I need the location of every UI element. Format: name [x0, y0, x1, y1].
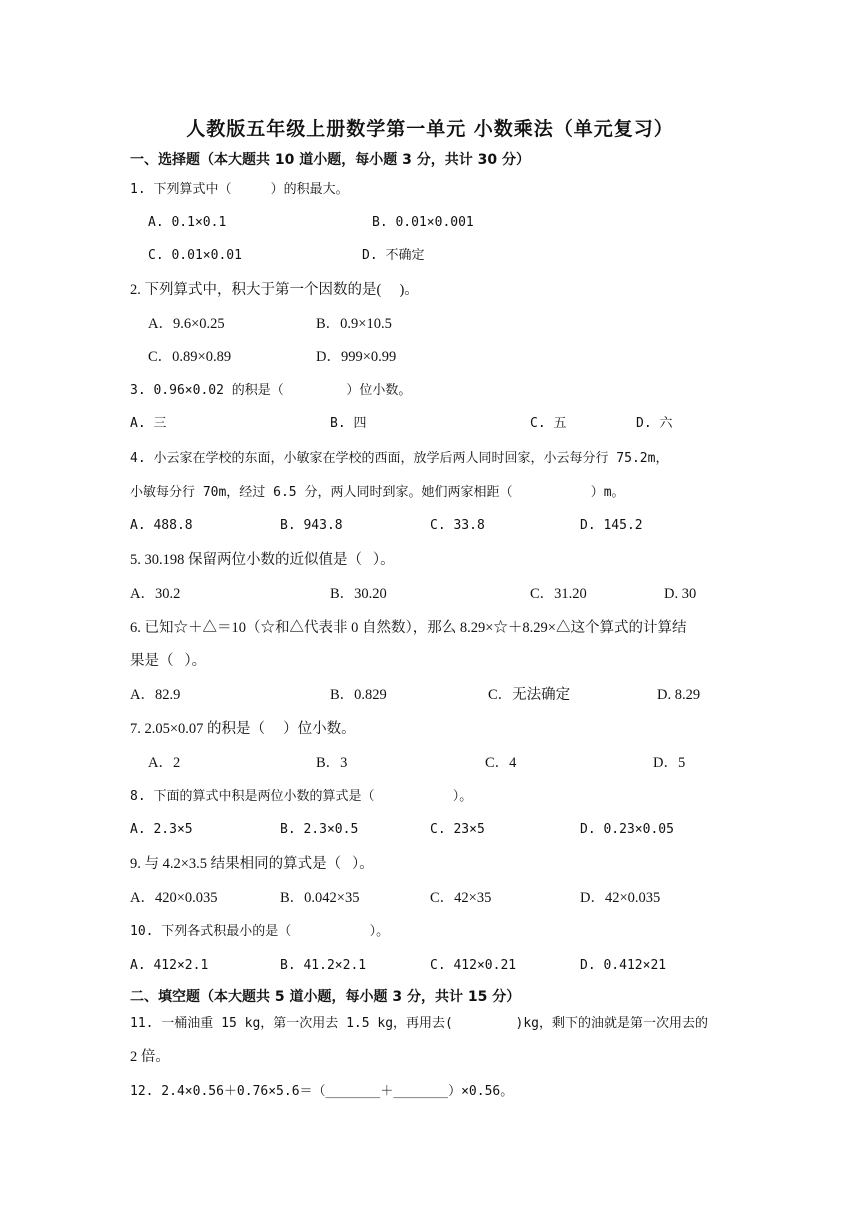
- question-4-stem-line2: 小敏每分行 70m，经过 6.5 分，两人同时到家。她们两家相距（ ）m。: [130, 485, 625, 500]
- question-11-stem-line2: 2 倍。: [130, 1049, 170, 1065]
- question-10-option-b: B. 41.2×2.1: [280, 958, 367, 973]
- question-9-stem: 9. 与 4.2×3.5 结果相同的算式是（ ）。: [130, 856, 374, 872]
- question-10-stem: 10. 下列各式积最小的是（ ）。: [130, 924, 390, 939]
- question-6-options: [0, 685, 860, 705]
- question-2-option-d: D．999×0.99: [316, 349, 397, 365]
- question-6-option-c: C．无法确定: [488, 687, 571, 703]
- question-12-stem: 12. 2.4×0.56＋0.76×5.6＝（_______＋_______）×0.56。: [130, 1084, 514, 1099]
- question-1-stem: 1. 下列算式中（ ）的积最大。: [130, 182, 349, 197]
- question-9-option-d: D．42×0.035: [580, 890, 661, 906]
- question-7-options: [0, 753, 860, 773]
- question-6-stem-line2: 果是（ ）。: [130, 653, 207, 669]
- question-7-stem: 7. 2.05×0.07 的积是（ ）位小数。: [130, 721, 356, 737]
- question-10-option-c: C. 412×0.21: [430, 958, 517, 973]
- question-5-option-b: B．30.20: [330, 586, 387, 602]
- question-4-options: [0, 516, 860, 536]
- question-10-option-a: A. 412×2.1: [130, 958, 209, 973]
- question-9-option-a: A．420×0.035: [130, 890, 218, 906]
- question-6-option-b: B．0.829: [330, 687, 387, 703]
- question-5-option-a: A．30.2: [130, 586, 181, 602]
- question-7-option-c: C．4: [485, 755, 517, 771]
- question-6-stem-line1: 6. 已知☆＋△＝10（☆和△代表非 0 自然数），那么 8.29×☆＋8.29×△这个算式的计算结: [130, 620, 687, 636]
- question-4-option-d: D. 145.2: [580, 518, 643, 533]
- question-10-options: [0, 956, 860, 976]
- question-8-option-d: D. 0.23×0.05: [580, 822, 674, 837]
- question-5-option-d: D. 30: [664, 586, 697, 602]
- question-1-options-row2: [0, 246, 860, 266]
- question-6-option-a: A．82.9: [130, 687, 181, 703]
- question-4-option-b: B. 943.8: [280, 518, 343, 533]
- question-3-options: [0, 414, 860, 434]
- question-1-option-d: D. 不确定: [362, 248, 425, 263]
- question-7-option-d: D．5: [653, 755, 686, 771]
- question-4-option-a: A. 488.8: [130, 518, 193, 533]
- question-1-option-b: B. 0.01×0.001: [372, 215, 474, 230]
- question-2-options-row2: [0, 347, 860, 367]
- question-4-stem-line1: 4. 小云家在学校的东面，小敏家在学校的西面，放学后两人同时回家，小云每分行 75.2m，: [130, 451, 669, 466]
- question-7-option-b: B．3: [316, 755, 348, 771]
- question-1-options-row1: [0, 213, 860, 233]
- question-8-option-b: B. 2.3×0.5: [280, 822, 359, 837]
- question-1-option-a: A. 0.1×0.1: [148, 215, 227, 230]
- question-1-option-c: C. 0.01×0.01: [148, 248, 242, 263]
- question-2-options-row1: [0, 314, 860, 334]
- question-8-option-a: A. 2.3×5: [130, 822, 193, 837]
- question-2-option-c: C．0.89×0.89: [148, 349, 232, 365]
- section-heading-choice: 一、选择题（本大题共 10 道小题，每小题 3 分，共计 30 分）: [130, 152, 530, 168]
- question-3-stem: 3. 0.96×0.02 的积是（ ）位小数。: [130, 383, 412, 398]
- question-2-option-b: B．0.9×10.5: [316, 316, 392, 332]
- section-heading-fill: 二、填空题（本大题共 5 道小题，每小题 3 分，共计 15 分）: [130, 989, 521, 1005]
- question-2-option-a: A．9.6×0.25: [148, 316, 225, 332]
- question-2-stem: 2. 下列算式中，积大于第一个因数的是( )。: [130, 282, 419, 298]
- question-8-stem: 8. 下面的算式中积是两位小数的算式是（ ）。: [130, 789, 473, 804]
- question-3-option-b: B. 四: [330, 416, 367, 431]
- question-8-option-c: C. 23×5: [430, 822, 485, 837]
- question-10-option-d: D. 0.412×21: [580, 958, 667, 973]
- question-5-option-c: C．31.20: [530, 586, 587, 602]
- question-6-option-d: D. 8.29: [657, 687, 701, 703]
- page-title: 人教版五年级上册数学第一单元 小数乘法（单元复习）: [186, 118, 674, 140]
- question-9-option-c: C．42×35: [430, 890, 492, 906]
- question-5-options: [0, 584, 860, 604]
- question-9-options: [0, 888, 860, 908]
- question-5-stem: 5. 30.198 保留两位小数的近似值是（ ）。: [130, 552, 395, 568]
- question-3-option-c: C. 五: [530, 416, 567, 431]
- question-11-stem-line1: 11. 一桶油重 15 kg，第一次用去 1.5 kg，再用去( )kg，剩下的油就是第一次用去的: [130, 1016, 708, 1031]
- question-4-option-c: C. 33.8: [430, 518, 485, 533]
- question-3-option-a: A. 三: [130, 416, 167, 431]
- question-7-option-a: A．2: [148, 755, 181, 771]
- question-9-option-b: B．0.042×35: [280, 890, 360, 906]
- question-3-option-d: D. 六: [636, 416, 673, 431]
- question-8-options: [0, 820, 860, 840]
